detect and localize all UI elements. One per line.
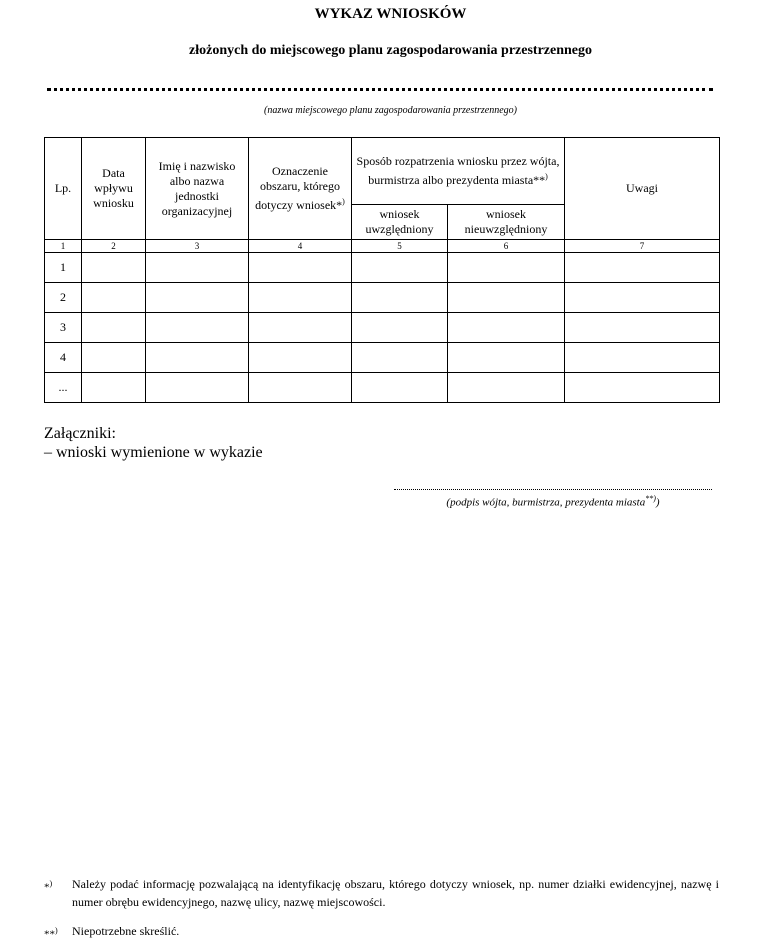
table-cell (565, 343, 720, 373)
table-row (45, 313, 720, 343)
row-lp: 4 (45, 343, 82, 373)
table-cell (249, 343, 352, 373)
signature-caption: (podpis wójta, burmistrza, prezydenta miasta**)) (446, 494, 660, 509)
table-cell (352, 373, 448, 403)
header-nieuwzgledniony: wniosek nieuwzględniony (448, 205, 565, 240)
table-cell (146, 373, 249, 403)
attachments-item: – wnioski wymienione w wykazie (44, 444, 263, 461)
table-cell (448, 343, 565, 373)
row-lp: 3 (45, 313, 82, 343)
applications-table (44, 137, 720, 403)
table-cell (565, 313, 720, 343)
attachments-label: Załączniki: (44, 425, 116, 442)
row-lp: 2 (45, 283, 82, 313)
table-row (45, 373, 720, 403)
column-number: 6 (448, 240, 565, 253)
column-number: 7 (565, 240, 720, 253)
plan-name-caption: (nazwa miejscowego planu zagospodarowania przestrzennego) (264, 105, 517, 116)
table-cell (565, 373, 720, 403)
document-subtitle: złożonych do miejscowego planu zagospodarowania przestrzennego (189, 43, 592, 58)
table-row (45, 283, 720, 313)
table-cell (146, 283, 249, 313)
table-cell (448, 253, 565, 283)
table-cell (565, 283, 720, 313)
column-number: 1 (45, 240, 82, 253)
table-cell (146, 343, 249, 373)
column-number: 2 (82, 240, 146, 253)
row-lp: 1 (45, 253, 82, 283)
table-cell (82, 373, 146, 403)
table-cell (249, 373, 352, 403)
table-row (45, 343, 720, 373)
header-oznaczenie-obszaru: Oznaczenie obszaru, którego dotyczy wniosek*) (249, 138, 352, 240)
footnote-text-2: Niepotrzebne skreślić. (72, 924, 180, 938)
header-lp: Lp. (45, 138, 82, 240)
table-cell (82, 343, 146, 373)
footnote-marker-2: **) (44, 926, 58, 941)
table-cell (249, 313, 352, 343)
table-cell (146, 313, 249, 343)
header-sposob-rozpatrzenia: Sposób rozpatrzenia wniosku przez wójta, burmistrza albo prezydenta miasta**) (352, 138, 565, 205)
plan-name-dotted-line (47, 85, 713, 91)
table-cell (352, 283, 448, 313)
table-cell (352, 313, 448, 343)
footnote-text-1: Należy podać informację pozwalającą na identyfikację obszaru, którego dotyczy wniosek, np. numer działki ewidencyjnej, nazwę i numer obrębu ewidencyjnego, nazwę ulicy, nazwę miejscowości. (72, 877, 719, 909)
table-cell (565, 253, 720, 283)
table-cell (448, 313, 565, 343)
table-cell (448, 373, 565, 403)
table-cell (249, 253, 352, 283)
signature-dotted-line (394, 488, 712, 490)
header-uwzgledniony: wniosek uwzględniony (352, 205, 448, 240)
column-number: 3 (146, 240, 249, 253)
table-cell (146, 253, 249, 283)
table-row (45, 253, 720, 283)
header-imie-nazwisko: Imię i nazwisko albo nazwa jednostki organizacyjnej (146, 138, 249, 240)
header-data-wplywu: Data wpływu wniosku (82, 138, 146, 240)
table-cell (249, 283, 352, 313)
column-number: 5 (352, 240, 448, 253)
footnote-marker-1: *) (44, 879, 53, 894)
row-lp: ... (45, 373, 82, 403)
table-cell (82, 313, 146, 343)
table-cell (448, 283, 565, 313)
table-cell (82, 253, 146, 283)
column-number: 4 (249, 240, 352, 253)
table-cell (352, 253, 448, 283)
table-cell (82, 283, 146, 313)
header-uwagi: Uwagi (565, 138, 720, 240)
table-cell (352, 343, 448, 373)
document-title: WYKAZ WNIOSKÓW (314, 6, 467, 22)
